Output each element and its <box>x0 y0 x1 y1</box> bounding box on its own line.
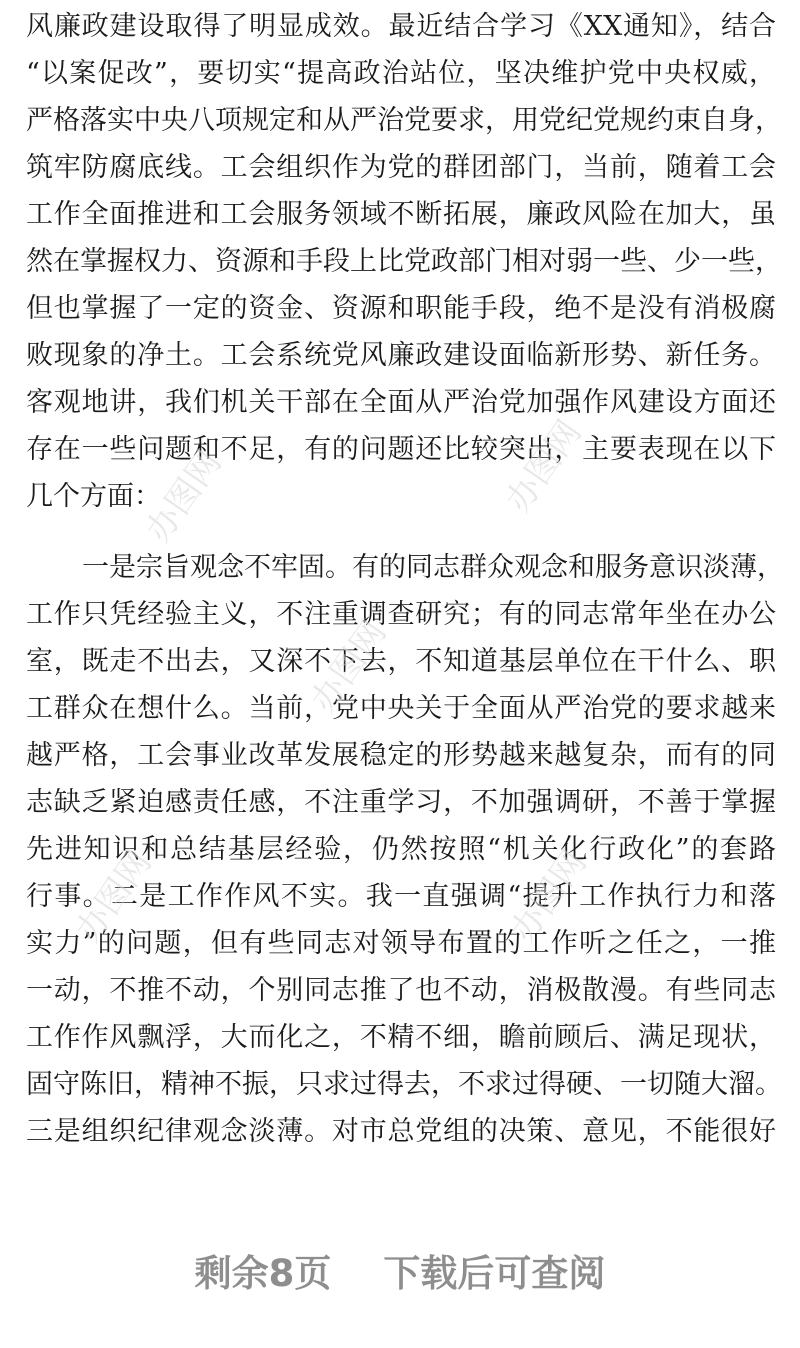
watermark: 办图网 <box>138 443 230 550</box>
watermark: 办图网 <box>68 843 160 950</box>
text-line: 几个方面： <box>26 481 161 512</box>
text-line: 行事。二是工作作风不实。我一直强调“提升工作执行力和落 <box>26 881 776 912</box>
text-line: 工作只凭经验主义，不注重调查研究；有的同志常年坐在办公 <box>26 599 776 630</box>
text-line: 三是组织纪律观念淡薄。对市总党组的决策、意见，不能很好 <box>26 1116 776 1147</box>
text-line: 工作作风飘浮，大而化之，不精不细，瞻前顾后、满足现状， <box>26 1022 776 1053</box>
text-line: 但也掌握了一定的资金、资源和职能手段，绝不是没有消极腐 <box>26 293 776 324</box>
text-line: 客观地讲，我们机关干部在全面从严治党加强作风建设方面还 <box>26 387 776 418</box>
text-line: 然在掌握权力、资源和手段上比党政部门相对弱一些、少一些， <box>26 246 782 277</box>
download-to-view-label[interactable]: 下载后可查阅 <box>383 1252 606 1295</box>
text-line: 风廉政建设取得了明显成效。最近结合学习《XX通知》，结合 <box>26 11 776 42</box>
text-line: 先进知识和总结基层经验，仍然按照“机关化行政化”的套路 <box>26 834 776 865</box>
text-line: 志缺乏紧迫感责任感，不注重学习，不加强调研，不善于掌握 <box>26 787 776 818</box>
text-line: 固守陈旧，精神不振，只求过得去，不求过得硬、一切随大溜。 <box>26 1069 782 1100</box>
text-line: “以案促改”，要切实“提高政治站位，坚决维护党中央权威， <box>26 58 776 89</box>
watermark: 办图网 <box>303 613 395 720</box>
text-line: 越严格，工会事业改革发展稳定的形势越来越复杂，而有的同 <box>26 740 776 771</box>
remaining-pages-label: 剩余8页 <box>194 1252 332 1295</box>
download-prompt-banner[interactable] <box>0 1240 800 1300</box>
watermark: 办图网 <box>498 413 590 520</box>
text-line: 存在一些问题和不足，有的问题还比较突出，主要表现在以下 <box>26 434 776 465</box>
text-line: 工群众在想什么。当前，党中央关于全面从严治党的要求越来 <box>26 693 776 724</box>
text-line: 败现象的净土。工会系统党风廉政建设面临新形势、新任务。 <box>26 340 776 371</box>
watermark: 办图网 <box>503 843 595 950</box>
text-line: 工作全面推进和工会服务领域不断拓展，廉政风险在加大，虽 <box>26 199 776 230</box>
text-line: 一动，不推不动，个别同志推了也不动，消极散漫。有些同志 <box>26 975 776 1006</box>
text-line: 室，既走不出去，又深不下去，不知道基层单位在干什么、职 <box>26 646 776 677</box>
paragraph-first-line: 一是宗旨观念不牢固。有的同志群众观念和服务意识淡薄， <box>82 552 784 583</box>
text-line: 实力”的问题，但有些同志对领导布置的工作听之任之，一推 <box>26 928 776 959</box>
text-line: 筑牢防腐底线。工会组织作为党的群团部门，当前，随着工会 <box>26 152 776 183</box>
text-line: 严格落实中央八项规定和从严治党要求，用党纪党规约束自身， <box>26 105 782 136</box>
